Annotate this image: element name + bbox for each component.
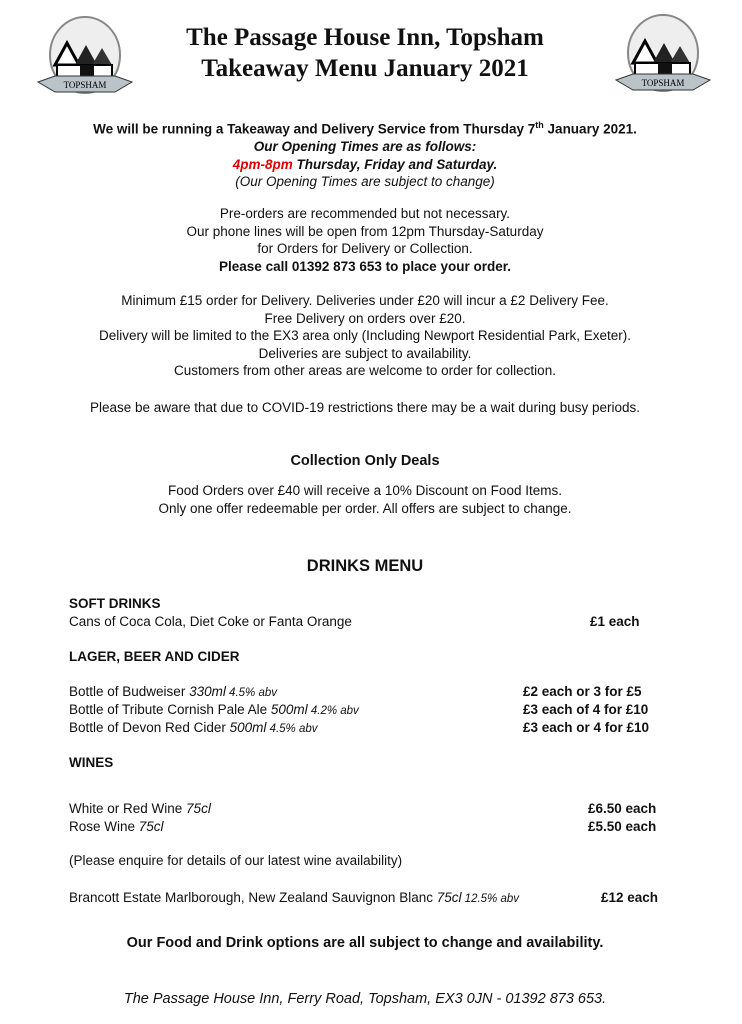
soft-drinks-heading: SOFT DRINKS: [69, 596, 161, 611]
drinks-heading: DRINKS MENU: [306, 557, 424, 575]
orders-phone: Please call 01392 873 653 to place your order.: [219, 258, 511, 274]
deals-line: Only one offer redeemable per order. All offers are subject to change.: [158, 500, 572, 516]
item-price: £1 each: [590, 614, 640, 629]
covid-notice: Please be aware that due to COVID-19 restrictions there may be a wait during busy periods.: [89, 400, 641, 415]
footer-address: The Passage House Inn, Ferry Road, Topsham, EX3 0JN - 01392 873 653.: [123, 991, 607, 1007]
delivery-line: Free Delivery on orders over £20.: [264, 310, 466, 326]
intro-line-4: (Our Opening Times are subject to change): [235, 174, 495, 189]
item-price: £5.50 each: [588, 819, 657, 834]
item-price: £3 each or 4 for £10: [523, 720, 650, 735]
orders-info: [0, 205, 730, 275]
abv: 4.5% abv: [266, 723, 318, 735]
item-price: £3 each of 4 for £10: [523, 702, 649, 717]
intro-line-2: Our Opening Times are as follows:: [253, 139, 477, 154]
deals-line: Food Orders over £40 will receive a 10% Discount on Food Items.: [168, 483, 562, 498]
name: Bottle of Tribute Cornish Pale Ale: [69, 702, 271, 717]
item-price: £12 each: [601, 890, 659, 905]
orders-line: Our phone lines will be open from 12pm Thursday-Saturday: [186, 223, 544, 239]
note-text: (Please enquire for details of our latest wine availability): [69, 853, 403, 868]
size: 75cl: [436, 890, 462, 905]
item-name: [69, 800, 211, 818]
page-title: [0, 22, 730, 84]
delivery-line: Delivery will be limited to the EX3 area only (Including Newport Residential Park, Exeter).: [99, 328, 631, 343]
size: 500ml: [270, 702, 308, 717]
title-line-1: The Passage House Inn, Topsham: [186, 24, 544, 51]
orders-line: for Orders for Delivery or Collection.: [257, 241, 473, 256]
name: Rose Wine: [69, 819, 139, 834]
size: 75cl: [138, 819, 164, 834]
size: 500ml: [229, 720, 267, 735]
name: Brancott Estate Marlborough, New Zealand Sauvignon Blanc: [69, 890, 437, 905]
intro-line-3: [0, 156, 730, 174]
size: 75cl: [186, 801, 211, 816]
menu-item: [69, 818, 661, 836]
item-name: Cans of Coca Cola, Diet Coke or Fanta Orange: [69, 614, 352, 629]
intro: [0, 117, 730, 191]
menu-item: [69, 889, 661, 908]
item-price: £6.50 each: [588, 801, 657, 816]
delivery-info: [0, 292, 730, 380]
delivery-line: Minimum £15 order for Delivery. Deliveries under £20 will incur a £2 Delivery Fee.: [121, 293, 609, 308]
beer-heading: LAGER, BEER AND CIDER: [69, 649, 240, 664]
item-name: [69, 719, 318, 738]
menu-item: [69, 719, 661, 738]
item-name: [69, 683, 277, 702]
logo-banner-text: TOPSHAM: [63, 80, 107, 90]
intro-line-1: [0, 117, 730, 138]
opening-days: Thursday, Friday and Saturday.: [292, 156, 498, 172]
title-line-2: Takeaway Menu January 2021: [201, 55, 529, 82]
name: Bottle of Devon Red Cider: [69, 720, 230, 735]
disclaimer: Our Food and Drink options are all subject to change and availability.: [126, 935, 604, 951]
wine-note: [69, 852, 661, 870]
deals-info: [0, 482, 730, 517]
name: Bottle of Budweiser: [69, 684, 190, 699]
intro-sup: th: [535, 120, 544, 130]
item-price: £2 each or 3 for £5: [523, 684, 642, 699]
menu-item: [69, 683, 661, 702]
size: 330ml: [189, 684, 226, 699]
menu-item: [69, 800, 661, 818]
intro-end: January 2021.: [543, 121, 637, 137]
abv: 12.5% abv: [461, 893, 520, 905]
opening-hours: 4pm-8pm: [232, 156, 293, 172]
logo-banner-text: TOPSHAM: [641, 78, 685, 88]
name: White or Red Wine: [69, 801, 187, 816]
item-name: [69, 818, 164, 836]
delivery-line: Deliveries are subject to availability.: [258, 345, 472, 361]
abv: 4.2% abv: [307, 705, 359, 717]
item-name: [69, 701, 359, 720]
menu-item: [69, 701, 661, 720]
menu-item: [69, 613, 661, 631]
delivery-line: Customers from other areas are welcome to order for collection.: [174, 363, 556, 378]
orders-line: Pre-orders are recommended but not necessary.: [219, 206, 511, 221]
item-name: [69, 889, 519, 908]
intro-text: We will be running a Takeaway and Delivery Service from Thursday 7: [93, 121, 536, 137]
wines-heading: WINES: [69, 755, 114, 770]
abv: 4.5% abv: [225, 687, 278, 699]
deals-heading: Collection Only Deals: [290, 453, 440, 469]
